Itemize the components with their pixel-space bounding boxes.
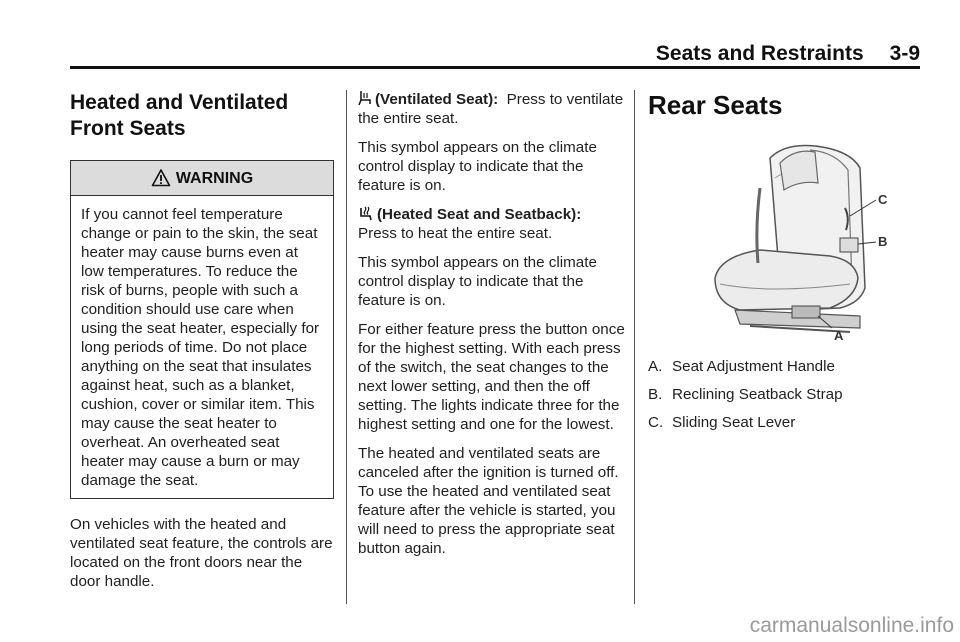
heated-seat-note: This symbol appears on the climate control display to indicate that the feature is on. xyxy=(358,254,597,309)
callout-c: C xyxy=(878,192,888,207)
callout-a: A xyxy=(834,328,844,343)
warning-text: If you cannot feel temperature change or pain to the skin, the seat heater may cause burns even at low temperatures. To reduce the risk of burns, people with such a condition should use care when using the seat heater, especially for long periods of time. Do not place anything on the seat that insulates against heat, such as a blanket, cushion, cover or similar item. This may cause the seat heater to overheat. An overheated seat heater may cause a burn or may damage the seat. xyxy=(81,206,320,489)
callout-b: B xyxy=(878,234,888,249)
ventilated-seat-text: Press to ventilate the entire seat. xyxy=(358,91,624,127)
heated-seat-label: (Heated Seat and Seatback): xyxy=(377,206,582,223)
column-left xyxy=(70,90,334,601)
rear-seat-legend xyxy=(648,357,918,432)
warning-label: WARNING xyxy=(175,169,254,187)
warning-header xyxy=(71,161,333,196)
ventilated-seat-label: (Ventilated Seat): xyxy=(375,91,499,108)
warning-triangle-icon xyxy=(151,168,171,188)
page-header xyxy=(70,32,920,66)
watermark: carmanualsonline.info xyxy=(749,614,954,637)
column-divider xyxy=(634,90,635,604)
warning-box xyxy=(70,160,334,499)
section-title-rear-seats: Rear Seats xyxy=(648,90,783,120)
header-page-number: 3-9 xyxy=(889,42,920,65)
list-item: C. Sliding Seat Lever xyxy=(648,414,796,431)
paragraph-settings: For either feature press the button once for the highest setting. With each press of the switch, the seat changes to the next lower setting, and then the off setting. The lights indicate three for the highest setting and one for the lowest. xyxy=(358,321,625,433)
header-section: Seats and Restraints xyxy=(655,42,864,65)
rear-seat-drawing xyxy=(700,138,910,343)
paragraph-cancel: The heated and ventilated seats are canceled after the ignition is turned off. To use the heated and ventilated seat feature after the vehicle is started, you will need to press the appropriate seat button again. xyxy=(358,445,619,557)
header-title xyxy=(656,42,920,66)
heated-seat-entry xyxy=(358,205,626,243)
list-item: B. Reclining Seatback Strap xyxy=(648,386,843,403)
paragraph-controls-location: On vehicles with the heated and ventilated seat feature, the controls are located on the front doors near the door handle. xyxy=(70,516,333,590)
column-divider xyxy=(346,90,347,604)
ventilated-seat-entry xyxy=(358,90,626,128)
list-item: A. Seat Adjustment Handle xyxy=(648,358,835,375)
header-rule xyxy=(70,66,920,69)
column-middle xyxy=(358,90,626,568)
rear-seat-illustration xyxy=(700,138,910,343)
heated-seat-icon xyxy=(358,205,374,221)
section-title-heated-ventilated: Heated and Ventilated Front Seats xyxy=(70,91,289,140)
column-right xyxy=(648,90,918,441)
ventilated-seat-note: This symbol appears on the climate control display to indicate that the feature is on. xyxy=(358,139,597,194)
ventilated-seat-icon xyxy=(358,90,372,106)
heated-seat-text: Press to heat the entire seat. xyxy=(358,225,553,242)
